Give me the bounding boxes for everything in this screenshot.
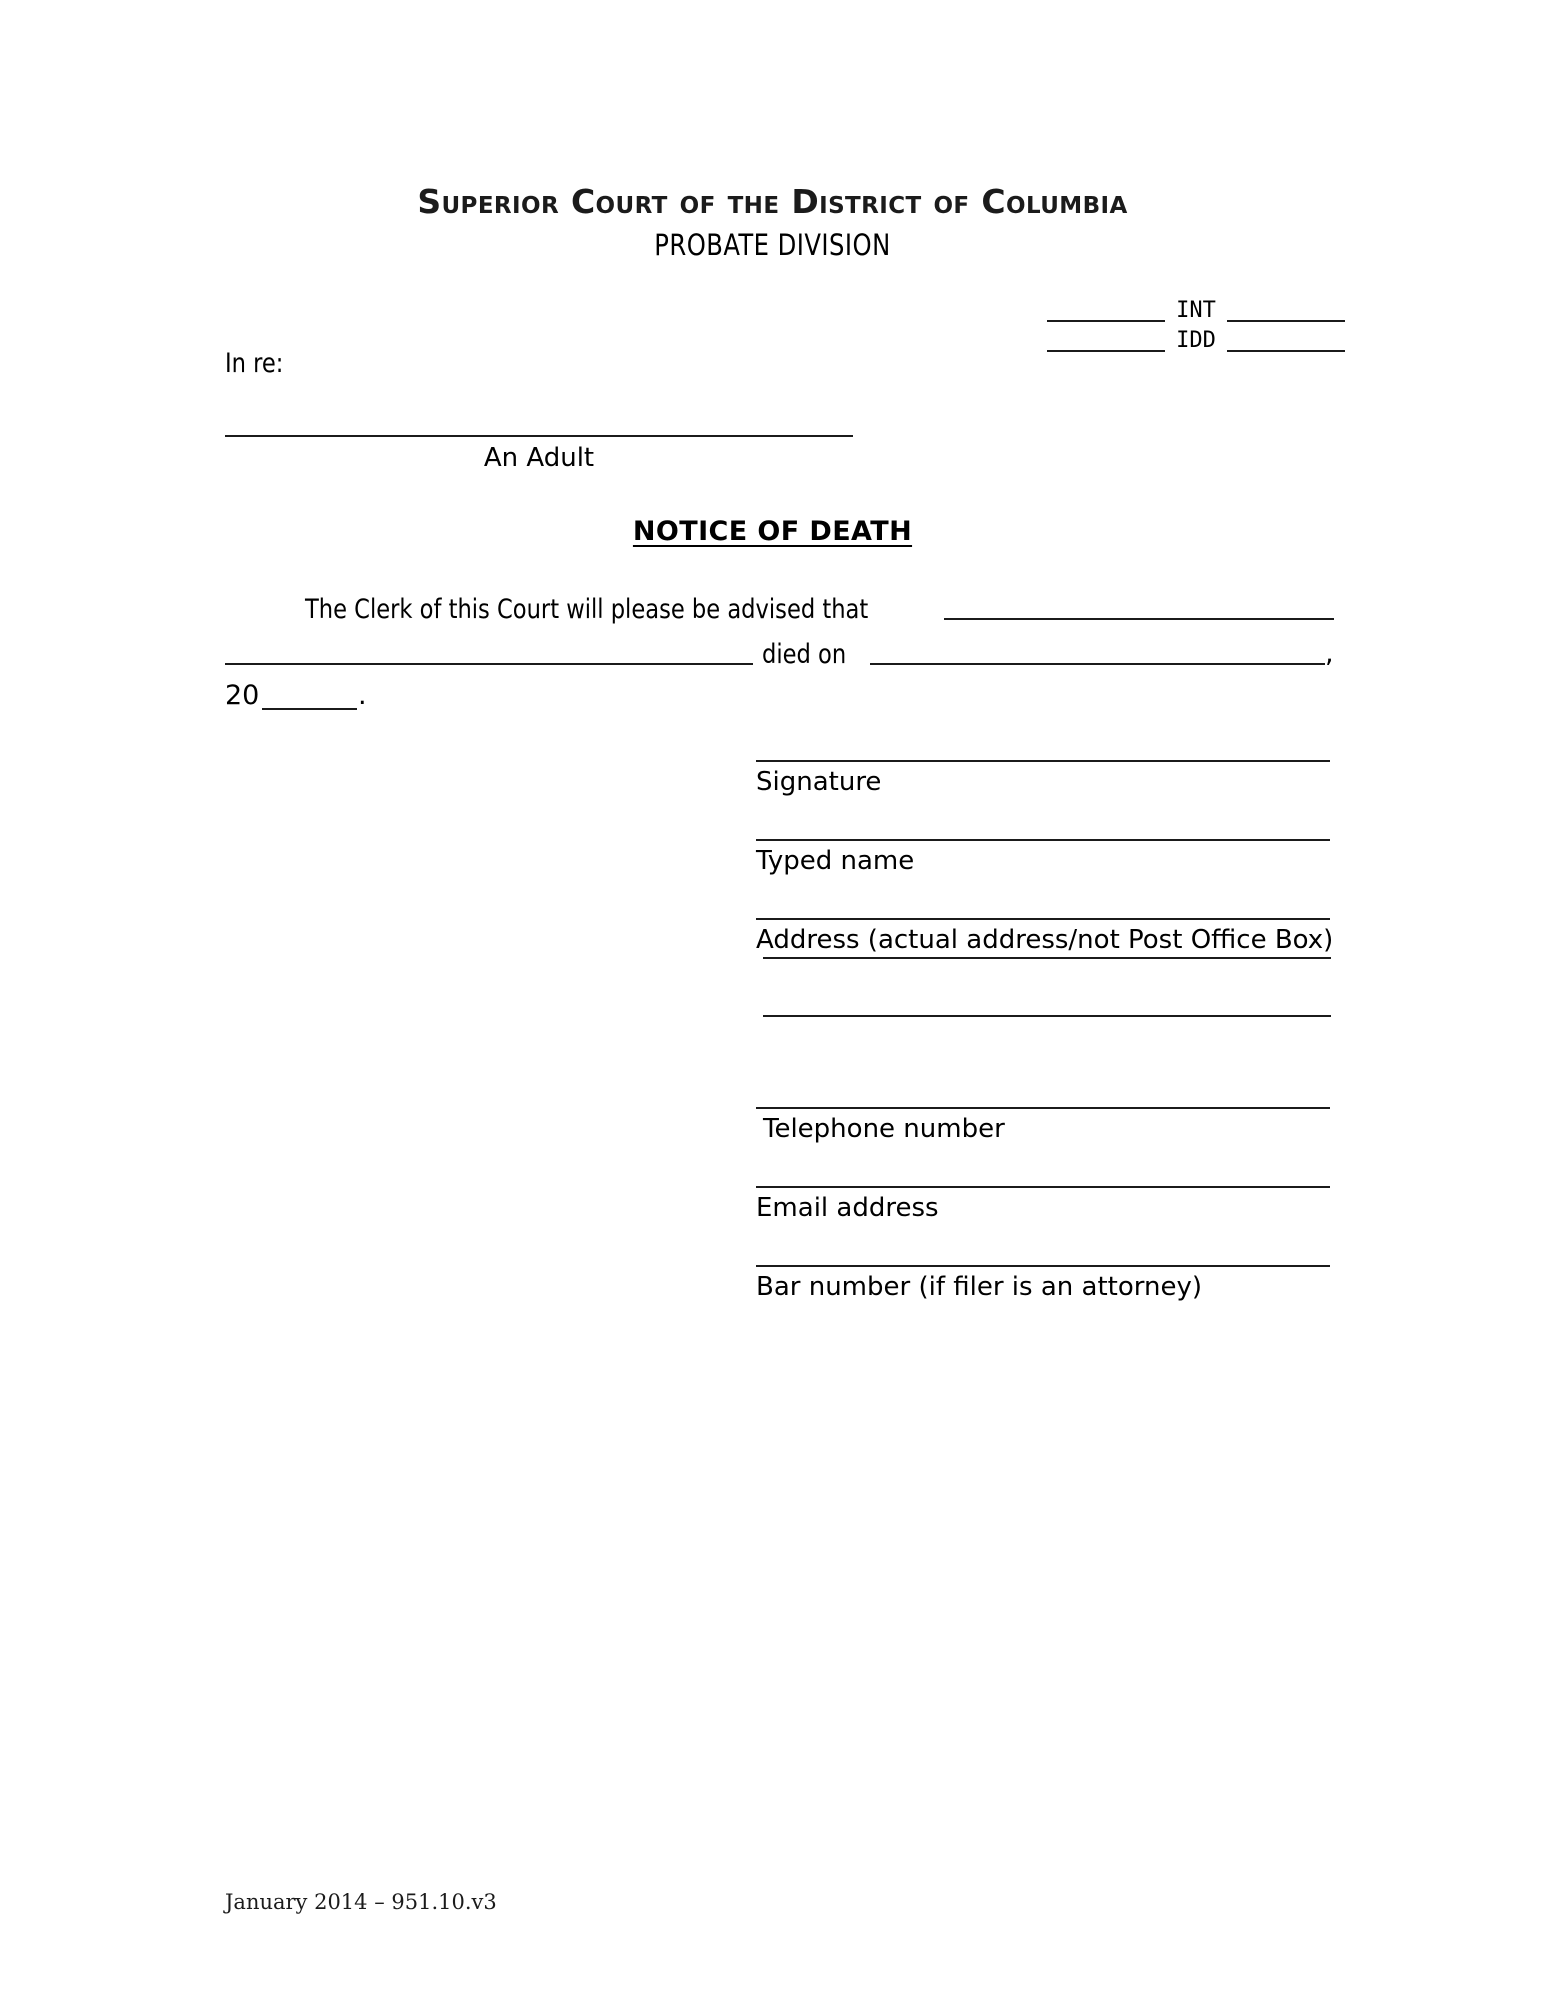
year-prefix: 20 xyxy=(225,680,260,711)
decedent-name-continuation-blank[interactable] xyxy=(225,663,753,665)
typed-name-label: Typed name xyxy=(756,846,915,876)
page-title-text: NOTICE OF DEATH xyxy=(632,516,913,547)
year-blank[interactable] xyxy=(262,708,357,710)
line-2-comma: , xyxy=(1325,638,1334,669)
address-input-line-3[interactable] xyxy=(763,1015,1331,1017)
field-signature xyxy=(756,760,1330,799)
case-code-block xyxy=(993,292,1345,352)
bar-number-label: Bar number (if filer is an attorney) xyxy=(756,1272,1202,1302)
spacer xyxy=(756,1225,1330,1265)
address-label: Address (actual address/not Post Office Box) xyxy=(756,925,1334,955)
idd-right-blank[interactable] xyxy=(1227,330,1345,352)
int-row xyxy=(993,292,1345,322)
int-right-blank[interactable] xyxy=(1227,300,1345,322)
decedent-name-fill-blank[interactable] xyxy=(944,618,1334,620)
idd-row xyxy=(993,322,1345,352)
spacer xyxy=(756,1017,1330,1107)
spacer xyxy=(756,878,1330,918)
idd-left-blank[interactable] xyxy=(1047,330,1165,352)
body-line-1 xyxy=(225,594,917,625)
party-descriptor-label: An Adult xyxy=(483,443,595,473)
field-typed-name xyxy=(756,839,1330,878)
in-re-label: In re: xyxy=(225,348,284,379)
died-on-text: died on xyxy=(762,639,847,670)
division-title: PROBATE DIVISION xyxy=(654,228,891,262)
field-telephone xyxy=(756,1107,1330,1146)
body-line-2 xyxy=(762,639,853,670)
form-revision-footer: January 2014 – 951.10.v3 xyxy=(225,1890,497,1914)
decedent-name-blank[interactable] xyxy=(225,435,853,437)
idd-label: IDD xyxy=(1176,328,1216,353)
spacer xyxy=(756,799,1330,839)
page-title xyxy=(0,516,1545,547)
signature-block xyxy=(756,760,1334,1304)
field-bar-number xyxy=(756,1265,1330,1304)
field-email xyxy=(756,1186,1330,1225)
field-address xyxy=(756,918,1334,1017)
court-title: Superior Court of the District of Columbia xyxy=(417,182,1128,221)
telephone-label: Telephone number xyxy=(763,1114,1005,1144)
line-3-period: . xyxy=(358,680,367,711)
body-line-1-text: The Clerk of this Court will please be advised that xyxy=(304,594,869,625)
email-label: Email address xyxy=(756,1193,939,1223)
signature-label: Signature xyxy=(756,767,882,797)
date-of-death-blank[interactable] xyxy=(870,663,1325,665)
spacer xyxy=(756,959,1330,1015)
int-left-blank[interactable] xyxy=(1047,300,1165,322)
spacer xyxy=(756,1146,1330,1186)
int-label: INT xyxy=(1176,298,1216,323)
